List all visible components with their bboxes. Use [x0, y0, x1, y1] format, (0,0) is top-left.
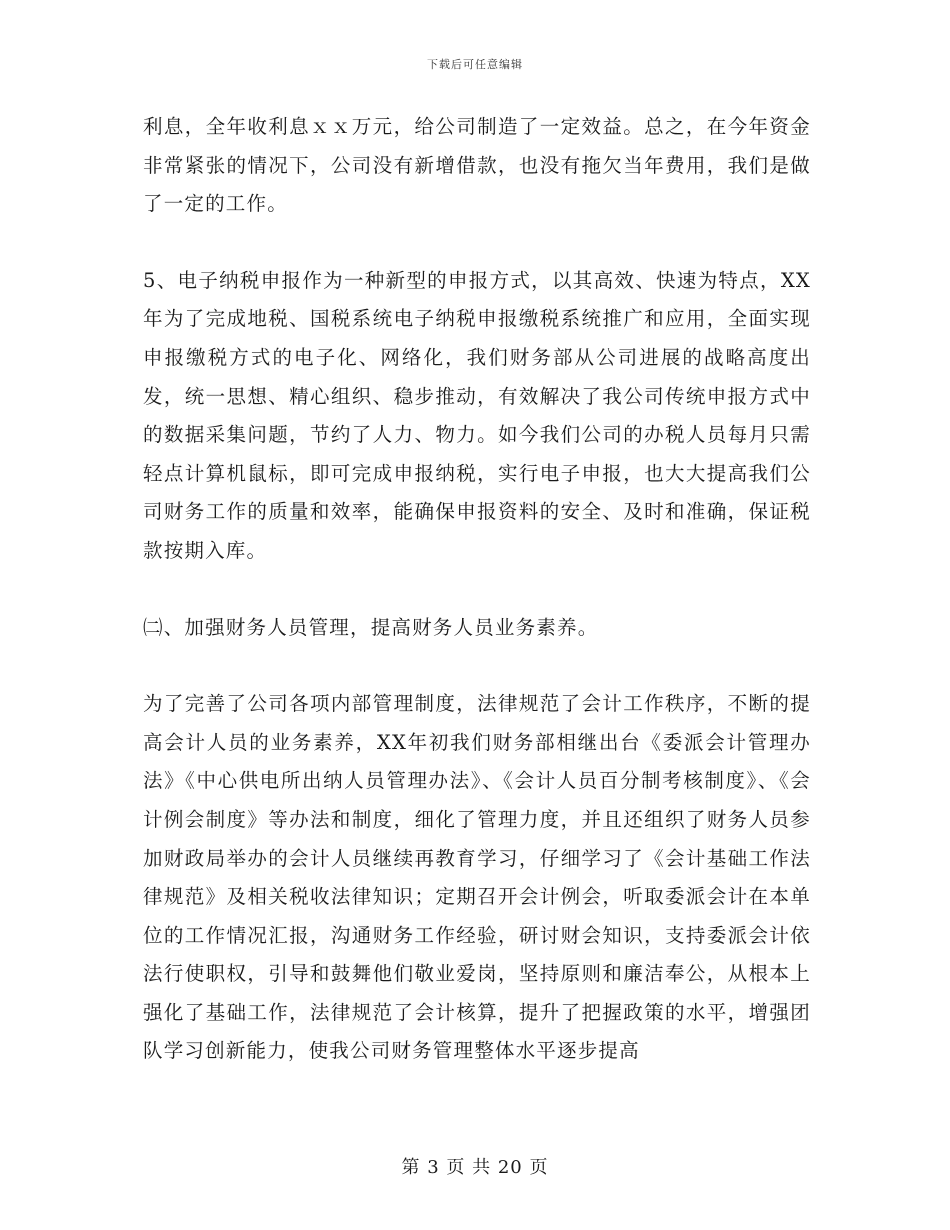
page-number: 第 3 页 共 20 页 — [401, 1157, 549, 1178]
paragraph-interest-summary: 利息，全年收利息ｘｘ万元，给公司制造了一定效益。总之，在今年资金非常紧张的情况下，公司没有新增借款，也没有拖欠当年费用，我们是做了一定的工作。 — [143, 115, 811, 216]
section-heading-staff-management: ㈡、加强财务人员管理，提高财务人员业务素养。 — [143, 615, 599, 639]
paragraph-e-tax-filing: 5、电子纳税申报作为一种新型的申报方式，以其高效、快速为特点，XX年为了完成地税、国税系统电子纳税申报缴税系统推广和应用，全面实现申报缴税方式的电子化、网络化，我们财务部从公司进展的战略高度出发，统一思想、精心组织、稳步推动，有效解决了我公司传统申报方式中的数据采集问题，节约了人力、物力。如今我们公司的办税人员每月只需轻点计算机鼠标，即可完成申报纳税，实行电子申报，也大大提高我们公司财务工作的质量和效率，能确保申报资料的安全、及时和准确，保证税款按期入库。 — [143, 268, 811, 562]
document-body — [143, 108, 811, 1071]
page-header: 下载后可任意编辑 — [427, 58, 523, 71]
paragraph-staff-training: 为了完善了公司各项内部管理制度，法律规范了会计工作秩序，不断的提高会计人员的业务素养，XX年初我们财务部相继出台《委派会计管理办法》《中心供电所出纳人员管理办法》、《会计人员百分制考核制度》、《会计例会制度》等办法和制度，细化了管理力度，并且还组织了财务人员参加财政局举办的会计人员继续再教育学习，仔细学习了《会计基础工作法律规范》及相关税收法律知识；定期召开会计例会，听取委派会计在本单位的工作情况汇报，沟通财务工作经验，研讨财会知识，支持委派会计依法行使职权，引导和鼓舞他们敬业爱岗，坚持原则和廉洁奉公，从根本上强化了基础工作，法律规范了会计核算，提升了把握政策的水平，增强团队学习创新能力，使我公司财务管理整体水平逐步提高 — [143, 692, 811, 1063]
